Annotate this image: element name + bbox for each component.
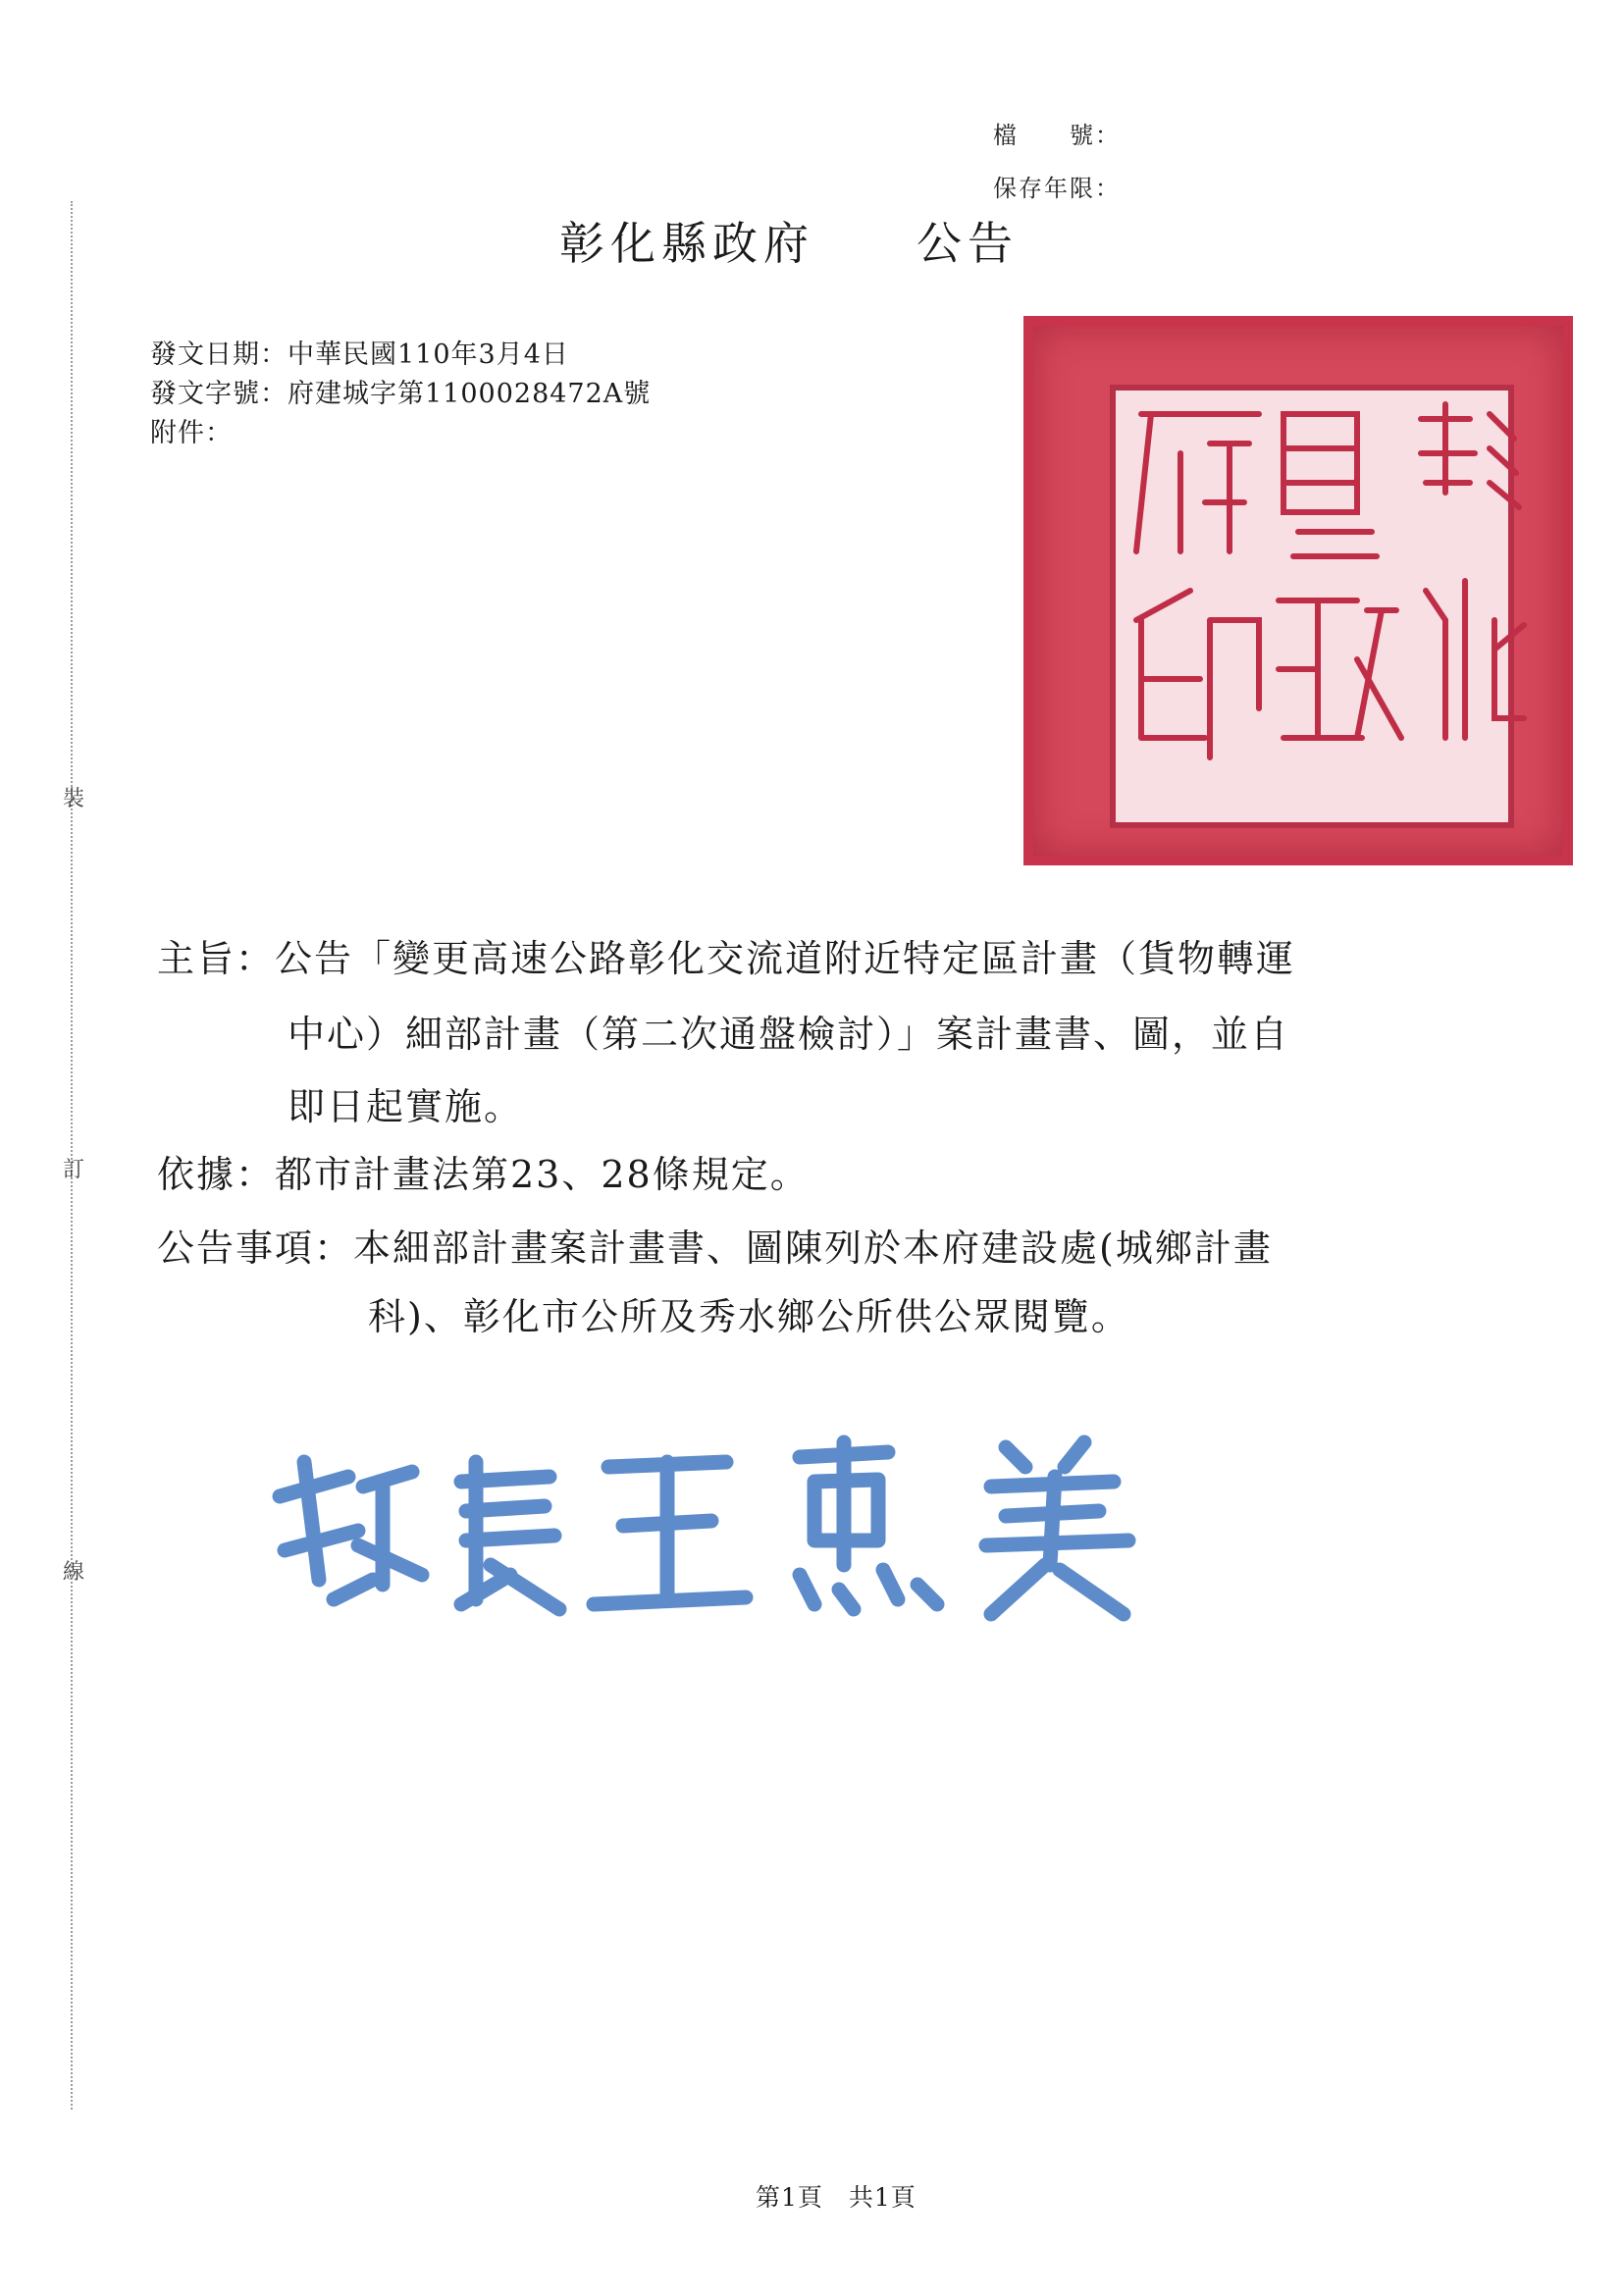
notice-line-1: 公告事項：本細部計畫案計畫書、圖陳列於本府建設處(城鄉計畫 bbox=[157, 1226, 1273, 1270]
file-number-label: 檔 號： bbox=[993, 122, 1121, 149]
official-seal bbox=[1023, 316, 1573, 865]
reference-number: 發文字號：府建城字第1100028472A號 bbox=[150, 379, 652, 409]
page-number: 第1頁 共1頁 bbox=[756, 2183, 916, 2212]
binding-mark-xian: 線 bbox=[63, 1560, 85, 1585]
attachment-label: 附件： bbox=[150, 418, 233, 448]
seal-glyphs bbox=[1033, 326, 1563, 856]
legal-basis: 依據：都市計畫法第23、28條規定。 bbox=[157, 1153, 810, 1196]
magistrate-signature-stamp bbox=[265, 1403, 1187, 1639]
binding-mark-zhuang: 裝 bbox=[63, 787, 85, 811]
subject-line-2: 中心）細部計畫（第二次通盤檢討）」案計畫書、圖，並自 bbox=[288, 1013, 1290, 1056]
subject-line-1: 主旨：公告「變更高速公路彰化交流道附近特定區計畫（貨物轉運 bbox=[157, 937, 1296, 980]
binding-mark-ding: 訂 bbox=[63, 1158, 85, 1182]
issue-date: 發文日期：中華民國110年3月4日 bbox=[150, 339, 569, 370]
document-title: 彰化縣政府 公告 bbox=[559, 217, 1019, 270]
meta-block bbox=[150, 336, 651, 453]
retention-period-label: 保存年限： bbox=[993, 175, 1121, 202]
notice-line-2: 科)、彰化市公所及秀水鄉公所供公眾閱覽。 bbox=[368, 1295, 1130, 1338]
subject-line-3: 即日起實施。 bbox=[288, 1085, 524, 1128]
